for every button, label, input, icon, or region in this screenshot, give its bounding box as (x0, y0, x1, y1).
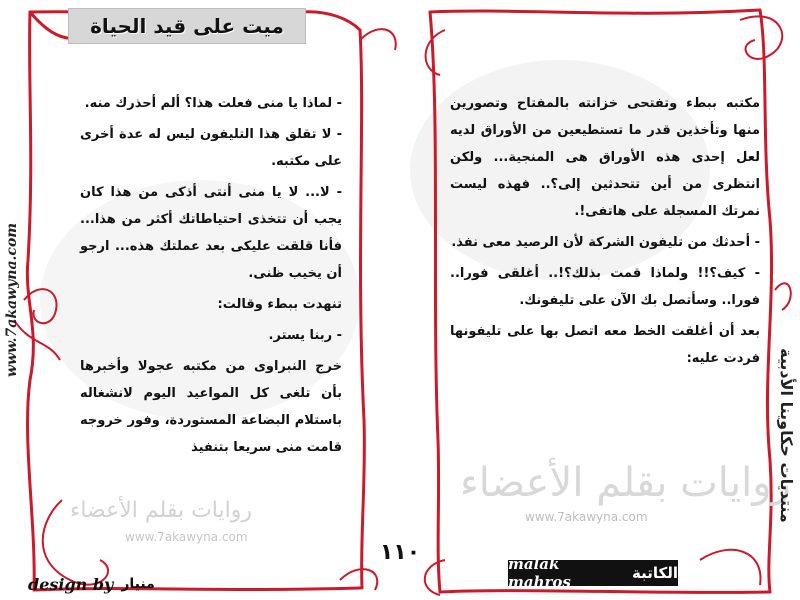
paragraph: بعد أن أغلقت الخط معه اتصل بها على تليفونها فردت عليه: (450, 324, 760, 366)
paragraph: مكتبه ببطء وتفتحى خزانته بالمفتاح وتصورين منها وتأخذين قدر ما تستطيعين من الأوراق لديه لعل إحدى هذه الأوراق هى المنجية... ولكن انتظرى من أين تتحدثين إلى؟.. فهذه ليست نمرتك المسجلة على هاتفى!. (450, 96, 760, 219)
paragraph: - لا تقلق هذا التليفون ليس له عدة أخرى على مكتبه. (80, 127, 342, 169)
watermark-text-left: روايات بقلم الأعضاء (70, 498, 252, 523)
page-number: ١١٠ (379, 540, 421, 565)
paragraph: - ربنا يستر. (268, 328, 342, 343)
author-badge (508, 555, 678, 591)
paragraph: - لا... لا يا منى أنتى أذكى من هذا كان يجب أن تتخذى احتياطاتك أكثر من هذا... فأنا قلقت عليكى بعد عملتك هذه... ارجو أن يخيب ظنى. (80, 185, 342, 281)
side-website-text: www.7akawyna.com (4, 222, 21, 378)
paragraph: تنهدت ببطء وقالت: (217, 297, 342, 312)
designer-prefix: design by (28, 574, 114, 594)
side-forum-label (772, 300, 800, 570)
watermark-url-left: www.7akawyna.com (125, 530, 248, 544)
left-text-column (80, 90, 342, 465)
author-label: الكاتبة (632, 564, 678, 582)
paragraph: خرج النبراوى من مكتبه عجولا وأخبرها بأن تلغى كل المواعيد اليوم لانشغاله باستلام البضاعة المستوردة، وفور خروجه قامت منى سريعا بتنفيذ (80, 359, 342, 455)
author-name: malak mahros (508, 555, 571, 591)
paragraph: - أحدثك من تليفون الشركة لأن الرصيد معى نفذ. (451, 235, 760, 250)
designer-credit (28, 572, 155, 596)
side-website-label (0, 20, 24, 580)
paragraph: - كيف؟!! ولماذا قمت بذلك؟!.. أغلقى فورا.. فورا.. وسأتصل بك الآن على تليفونك. (450, 266, 760, 308)
side-forum-text: منتديات حكاوينا الأدبية (776, 347, 796, 523)
paragraph: - لماذا يا منى فعلت هذا؟ ألم أحذرك منه. (84, 96, 342, 111)
story-title: ميت على قيد الحياة (68, 8, 306, 44)
watermark-text-right: روايات بقلم الأعضاء (460, 460, 791, 506)
designer-name: منيار (121, 576, 155, 592)
right-text-column (450, 90, 760, 376)
watermark-url-right: www.7akawyna.com (525, 510, 648, 524)
